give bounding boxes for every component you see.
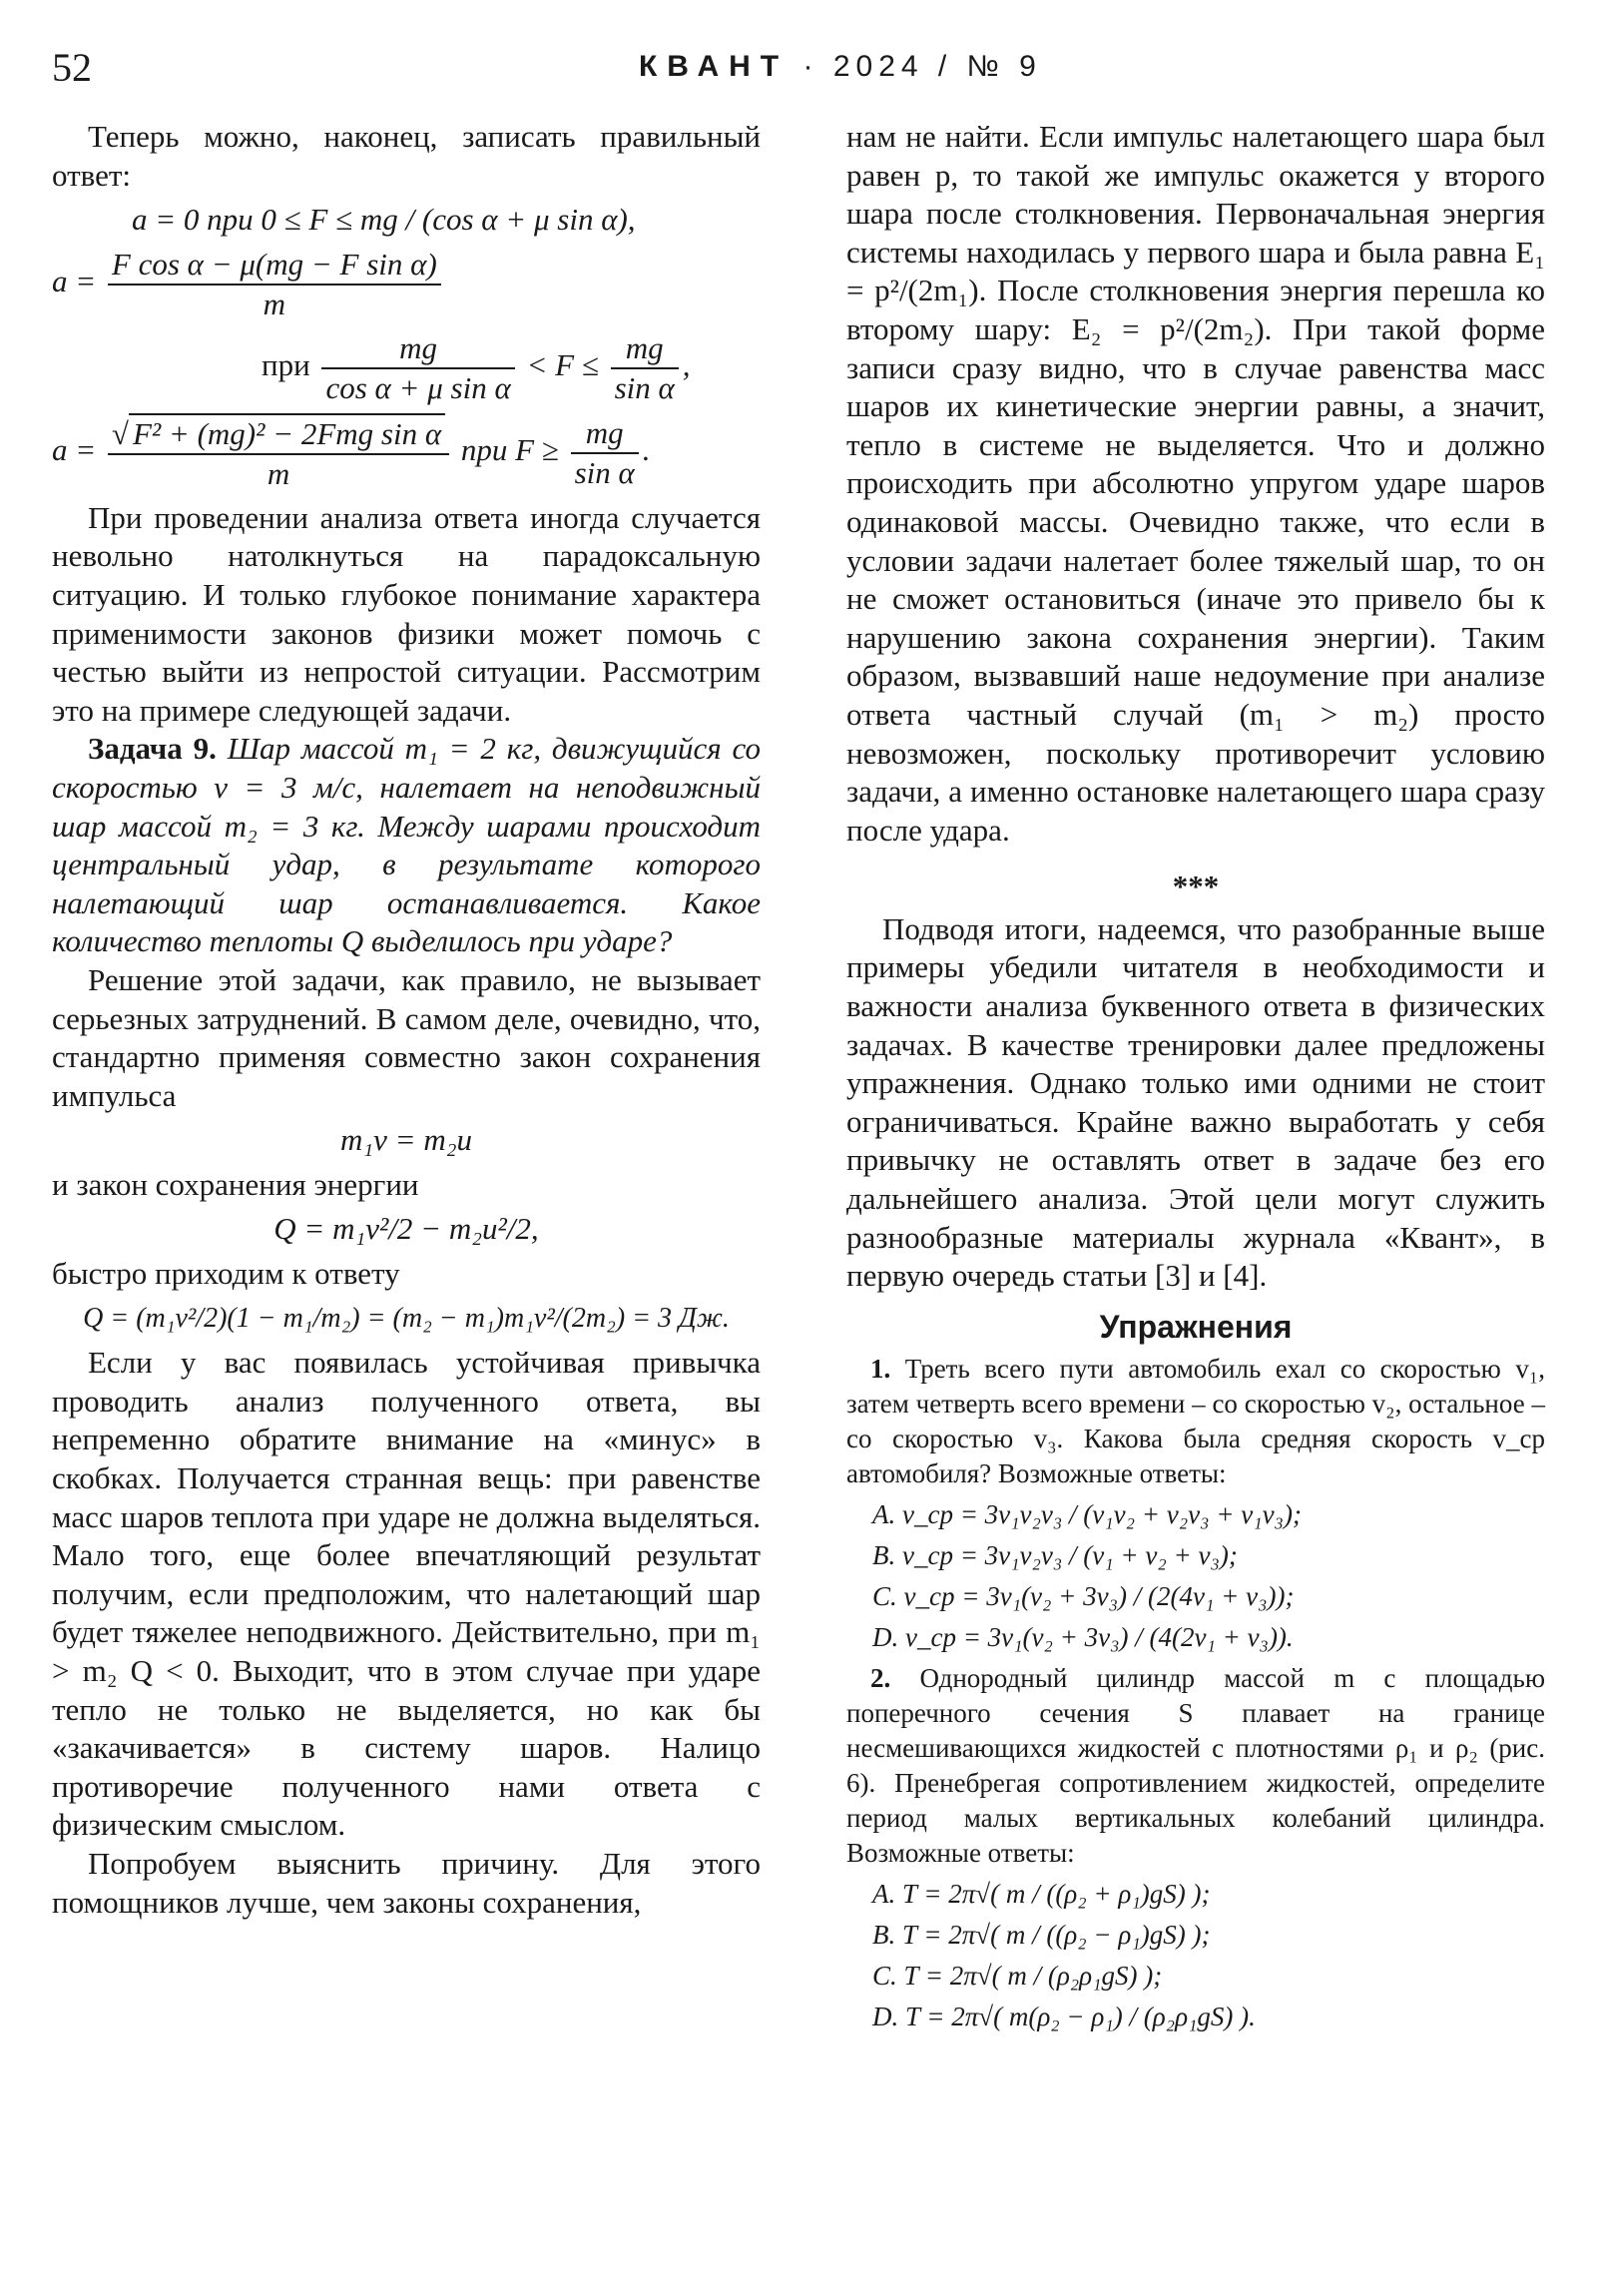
running-header: [639, 50, 1042, 84]
answer-b: B. T = 2π√( m / ((ρ₂ − ρ₁)gS) );: [872, 1920, 1211, 1951]
exercise-number: 2.: [870, 1663, 891, 1694]
answer-b: B. v_ср = 3v₁v₂v₃ / (v₁ + v₂ + v₃);: [872, 1540, 1238, 1571]
task-label: Задача 9.: [88, 731, 217, 767]
paragraph: быстро приходим к ответу: [52, 1256, 400, 1292]
fraction: $\frac{\text{√ F² + (mg)² − 2Fmg sin α}}{m}$: [108, 413, 449, 493]
task-text: Шар массой m₁ = 2 кг, движущийся со скоростью v = 3 м/с, налетает на неподвижный шар массой m₂ = 3 кг. Между шарами происходит центральный удар, в результате которого налетающий шар останавливается. Какое количество теплоты Q выделилось при ударе?: [52, 731, 761, 959]
case-2-condition: при $\frac{mg}{\text{cos α + μ sin α}}$ < F ≤ $\frac{mg}{\text{sin α}}$ ,: [262, 329, 691, 405]
task-9: [52, 730, 761, 961]
paragraph: При проведении анализа ответа иногда случается невольно натолкнуться на парадоксальную ситуацию. И только глубокое понимание характера применимости законов физики может помочь с честью выйти из непростой ситуации. Рассмотрим это на примере следующей задачи.: [52, 499, 761, 728]
exercise-2: [846, 1661, 1545, 2034]
section-divider: ***: [1172, 868, 1220, 904]
paragraph: Теперь можно, наконец, записать правильный ответ:: [52, 119, 761, 193]
case-1-formula: a = 0 при 0 ≤ F ≤ mg / (cos α + μ sin α),: [132, 202, 636, 238]
right-column: [846, 118, 1545, 2040]
page-number: 52: [52, 45, 92, 90]
energy-equation: Q = m₁v²/2 − m₂u²/2,: [273, 1211, 539, 1247]
answer-equation: Q = (m₁v²/2)(1 − m₁/m₂) = (m₂ − m₁)m₁v²/(2m₂) = 3 Дж.: [83, 1302, 730, 1334]
answer-a: A. T = 2π√( m / ((ρ₂ + ρ₁)gS) );: [872, 1879, 1211, 1910]
paragraph: Если у вас появилась устойчивая привычка проводить анализ полученного ответа, вы непременно обратите внимание на «минус» в скобках. Получается странная вещь: при равенстве масс шаров теплота при ударе не должна выделяться. Мало того, еще более впечатляющий результат получим, если предположим, что налетающий шар будет тяжелее неподвижного. Действительно, при m₁ > m₂ Q < 0. Выходит, что в этом случае при ударе тепло не только не выделяется, но как бы «закачивается» в систему шаров. Налицо противоречие полученного нами ответа с физическим смыслом.: [52, 1345, 761, 1843]
fraction: $\frac{mg}{\text{sin α}}$: [571, 414, 639, 492]
answer-c: C. T = 2π√( m / (ρ₂ρ₁gS) );: [872, 1961, 1163, 1992]
exercise-number: 1.: [870, 1354, 891, 1385]
header-separator: ·: [802, 50, 819, 83]
left-column: [52, 118, 761, 1922]
answer-d: D. v_ср = 3v₁(v₂ + 3v₃) / (4(2v₁ + v₃)).: [872, 1622, 1294, 1653]
exercises-heading: Упражнения: [1099, 1308, 1293, 1345]
exercise-1: [846, 1352, 1545, 1655]
exercise-text: Треть всего пути автомобиль ехал со скоростью v₁, затем четверть всего времени – со скоростью v₂, остальное – со скоростью v₃. Какова была средняя скорость v_ср автомобиля? Возможные ответы:: [846, 1354, 1545, 1489]
answer-d: D. T = 2π√( m(ρ₂ − ρ₁) / (ρ₂ρ₁gS) ).: [872, 2002, 1256, 2032]
fraction: $\frac{mg}{\text{cos α + μ sin α}}$: [321, 329, 514, 407]
paragraph: и закон сохранения энергии: [52, 1166, 419, 1202]
case-2-formula: a = $\frac{\text{F cos α − μ(mg − F sin α)}}{m}$: [52, 246, 761, 323]
momentum-equation: m₁v = m₂u: [339, 1122, 472, 1158]
paragraph: Попробуем выяснить причину. Для этого помощников лучше, чем законы сохранения,: [52, 1845, 761, 1920]
answer-c: C. v_ср = 3v₁(v₂ + 3v₃) / (2(4v₁ + v₃));: [872, 1581, 1295, 1612]
journal-name: КВАНТ: [639, 50, 790, 83]
issue-number: 2024 / № 9: [832, 50, 1042, 83]
case-3-formula: a = $\frac{\text{√ F² + (mg)² − 2Fmg sin α}}{m}$ при F ≥ $\frac{mg}{\text{sin α}}$ .: [52, 414, 651, 491]
exercise-text: Однородный цилиндр массой m с площадью поперечного сечения S плавает на границе несмешивающихся жидкостей с плотностями ρ₁ и ρ₂ (рис. 6). Пренебрегая сопротивлением жидкостей, определите период малых вертикальных колебаний цилиндра. Возможные ответы:: [846, 1663, 1545, 1869]
fraction: $\frac{\text{F cos α − μ(mg − F sin α)}}{m}$: [108, 246, 441, 323]
fraction: $\frac{mg}{\text{sin α}}$: [611, 329, 679, 407]
answer-a: A. v_ср = 3v₁v₂v₃ / (v₁v₂ + v₂v₃ + v₁v₃);: [872, 1499, 1302, 1530]
paragraph: нам не найти. Если импульс налетающего шара был равен p, то такой же импульс окажется у второго шара после столкновения. Первоначальная энергия системы находилась у первого шара и была равна E₁ = p²/(2m₁). После столкновения энергия перешла ко второму шару: E₂ = p²/(2m₂). При такой форме записи сразу видно, что в случае равенства масс шаров их кинетические энергии равны, а значит, тепло в системе не выделяется. Что и должно происходить при абсолютно упругом ударе шаров одинаковой массы. Очевидно также, что если в условии задачи налетает более тяжелый шар, то он не сможет остановиться (иначе это привело бы к нарушению закона сохранения энергии). Таким образом, вызвавший наше недоумение при анализе ответа частный случай (m₁ > m₂) просто невозможен, поскольку противоречит условию задачи, а именно остановке налетающего шара сразу после удара.: [846, 119, 1545, 848]
paragraph: Решение этой задачи, как правило, не вызывает серьезных затруднений. В самом деле, очевидно, что, стандартно применяя совместно закон сохранения импульса: [52, 961, 761, 1113]
paragraph: Подводя итоги, надеемся, что разобранные выше примеры убедили читателя в необходимости и важности анализа буквенного ответа в физических задачах. В качестве тренировки далее предложены упражнения. Однако только ими одними не стоит ограничиваться. Крайне важно выработать у себя привычку не оставлять ответ в задаче без его дальнейшего анализа. Этой цели могут служить разнообразные материалы журнала «Квант», в первую очередь статьи [3] и [4].: [846, 910, 1545, 1294]
